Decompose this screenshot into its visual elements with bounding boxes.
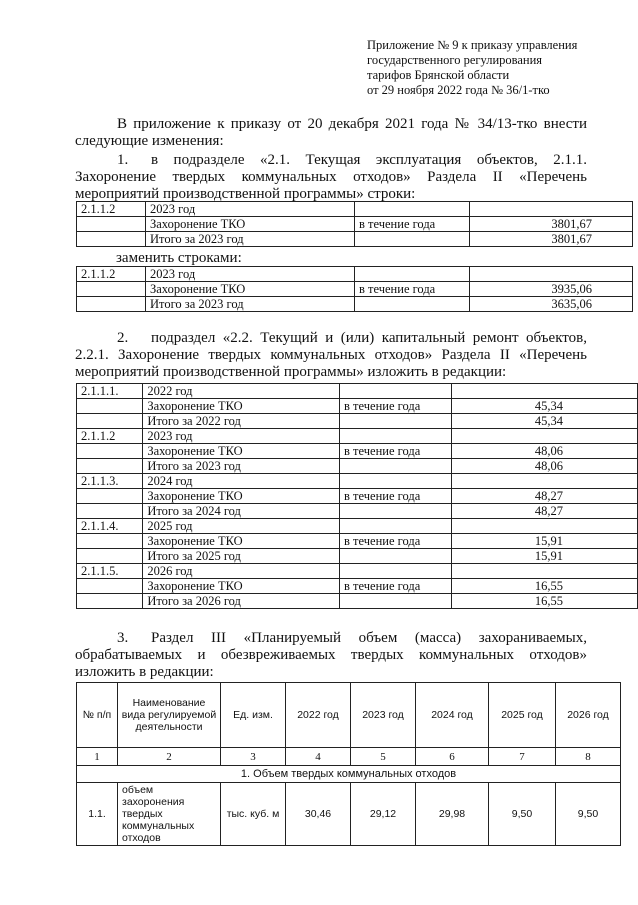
- table-cell: Итого за 2022 год: [143, 414, 340, 429]
- table-row: [77, 564, 638, 579]
- table-cell: 2026 год: [143, 564, 340, 579]
- table-cell: Захоронение ТКО: [146, 282, 355, 297]
- table-cell: Захоронение ТКО: [143, 534, 340, 549]
- table-cell: [77, 489, 143, 504]
- item1-paragraph: [75, 152, 587, 203]
- table-cell: 2023 год: [146, 202, 355, 217]
- table-row: [77, 459, 638, 474]
- table-row: [77, 594, 638, 609]
- table-cell: 2024 год: [143, 474, 340, 489]
- table-row: [77, 384, 638, 399]
- column-number: 4: [286, 748, 351, 766]
- table-row: [77, 579, 638, 594]
- table-cell: 2.1.1.4.: [77, 519, 143, 534]
- table-cell: 2023 год: [143, 429, 340, 444]
- table-cell: 9,50: [556, 783, 621, 846]
- table-cell: Итого за 2023 год: [143, 459, 340, 474]
- table-cell: [340, 519, 452, 534]
- table-row: [77, 429, 638, 444]
- table-row: [77, 414, 638, 429]
- table-cell: [77, 579, 143, 594]
- table-cell: [340, 459, 452, 474]
- table-cell: 2.1.1.2: [77, 429, 143, 444]
- table-cell: 2.1.1.2: [77, 202, 146, 217]
- column-number: 1: [77, 748, 118, 766]
- column-header: 2024 год: [416, 683, 489, 748]
- table-row: [77, 489, 638, 504]
- table-cell: [355, 297, 470, 312]
- table-cell: [340, 564, 452, 579]
- document-header: [367, 38, 617, 98]
- table-cell: 16,55: [451, 579, 637, 594]
- table-row: [77, 232, 633, 247]
- table-cell: [340, 504, 452, 519]
- table-row: [77, 444, 638, 459]
- table-cell: [77, 594, 143, 609]
- table-cell: 48,27: [451, 504, 637, 519]
- table-cell: Итого за 2023 год: [146, 232, 355, 247]
- old-rows-table: [76, 201, 633, 247]
- table-cell: 3635,06: [470, 297, 633, 312]
- item3-number: 3.: [117, 630, 129, 646]
- table-cell: в течение года: [340, 399, 452, 414]
- table-cell: 2.1.1.2: [77, 267, 146, 282]
- table-cell: Захоронение ТКО: [143, 444, 340, 459]
- table-cell: 15,91: [451, 534, 637, 549]
- table-row: [77, 399, 638, 414]
- item3-text: Раздел III «Планируемый объем (масса) захораниваемых, обрабатываемых и обезвреживаемых твердых коммунальных отходов» изложить в редакции:: [75, 630, 587, 680]
- table-cell: 2023 год: [146, 267, 355, 282]
- table-cell: 29,98: [416, 783, 489, 846]
- table-cell: [340, 549, 452, 564]
- table-row: [77, 217, 633, 232]
- table-cell: [355, 267, 470, 282]
- table-cell: [470, 267, 633, 282]
- item2-paragraph: [75, 330, 587, 381]
- table-cell: [340, 414, 452, 429]
- table-cell: 2022 год: [143, 384, 340, 399]
- table-row: [77, 474, 638, 489]
- table-cell: 2.1.1.1.: [77, 384, 143, 399]
- column-header: 2025 год: [489, 683, 556, 748]
- column-header: № п/п: [77, 683, 118, 748]
- table-cell: тыс. куб. м: [221, 783, 286, 846]
- table-row: [77, 549, 638, 564]
- table-cell: 3801,67: [470, 217, 633, 232]
- table-cell: 2.1.1.3.: [77, 474, 143, 489]
- table-cell: 2025 год: [143, 519, 340, 534]
- table-row: [77, 504, 638, 519]
- header-line: Приложение № 9 к приказу управления: [367, 38, 578, 52]
- replace-label: заменить строками:: [116, 250, 242, 266]
- table-cell: 2.1.1.5.: [77, 564, 143, 579]
- table-cell: [77, 282, 146, 297]
- table-cell: [77, 444, 143, 459]
- table-cell: [77, 504, 143, 519]
- table-cell: [451, 474, 637, 489]
- table-cell: в течение года: [355, 282, 470, 297]
- table-cell: [355, 232, 470, 247]
- table-cell: 15,91: [451, 549, 637, 564]
- column-header: 2022 год: [286, 683, 351, 748]
- table-cell: в течение года: [355, 217, 470, 232]
- table-cell: [340, 429, 452, 444]
- table-cell: 30,46: [286, 783, 351, 846]
- table-cell: 45,34: [451, 414, 637, 429]
- table-row: [77, 267, 633, 282]
- table-cell: 1.1.: [77, 783, 118, 846]
- table-cell: 45,34: [451, 399, 637, 414]
- table-cell: Захоронение ТКО: [146, 217, 355, 232]
- header-line: от 29 ноября 2022 года № 36/1-тко: [367, 83, 550, 97]
- item1-number: 1.: [117, 152, 129, 168]
- item2-text: подраздел «2.2. Текущий и (или) капитальный ремонт объектов, 2.2.1. Захоронение твердых коммунальных отходов» Раздела II «Перечень мероприятий производственной программы» изложить в редакции:: [75, 330, 587, 380]
- section-title: 1. Объем твердых коммунальных отходов: [77, 766, 621, 783]
- table-cell: в течение года: [340, 489, 452, 504]
- item1-text: в подразделе «2.1. Текущая эксплуатация объектов, 2.1.1. Захоронение твердых коммунальных отходов» Раздела II «Перечень мероприятий производственной программы» строки:: [75, 152, 587, 202]
- volume-table: [76, 682, 621, 846]
- table-cell: [77, 414, 143, 429]
- table-row: [77, 534, 638, 549]
- column-number: 6: [416, 748, 489, 766]
- column-number: 7: [489, 748, 556, 766]
- table-cell: 3801,67: [470, 232, 633, 247]
- table-cell: Итого за 2026 год: [143, 594, 340, 609]
- table-cell: Итого за 2025 год: [143, 549, 340, 564]
- table-cell: [340, 474, 452, 489]
- table-cell: Захоронение ТКО: [143, 579, 340, 594]
- table-cell: 16,55: [451, 594, 637, 609]
- new-rows-table: [76, 266, 633, 312]
- header-line: тарифов Брянской области: [367, 68, 510, 82]
- table-cell: [355, 202, 470, 217]
- column-header: Ед. изм.: [221, 683, 286, 748]
- table-cell: в течение года: [340, 579, 452, 594]
- program-table: [76, 383, 638, 609]
- table-row: [77, 282, 633, 297]
- table-cell: [451, 384, 637, 399]
- column-number: 2: [118, 748, 221, 766]
- table-cell: [470, 202, 633, 217]
- table-cell: 9,50: [489, 783, 556, 846]
- column-number: 5: [351, 748, 416, 766]
- table-cell: [340, 594, 452, 609]
- table-cell: 3935,06: [470, 282, 633, 297]
- table-cell: Захоронение ТКО: [143, 399, 340, 414]
- item2-number: 2.: [117, 330, 129, 346]
- table-cell: [77, 232, 146, 247]
- table-row: [77, 202, 633, 217]
- item3-paragraph: [75, 630, 587, 681]
- column-header: 2023 год: [351, 683, 416, 748]
- table-cell: Захоронение ТКО: [143, 489, 340, 504]
- table-cell: [451, 429, 637, 444]
- table-cell: 48,06: [451, 459, 637, 474]
- table-cell: объем захоронения твердых коммунальных отходов: [118, 783, 221, 846]
- column-number: 3: [221, 748, 286, 766]
- table-row: [77, 297, 633, 312]
- table-cell: [77, 217, 146, 232]
- header-line: государственного регулирования: [367, 53, 543, 67]
- table-cell: [77, 297, 146, 312]
- table-cell: 48,06: [451, 444, 637, 459]
- table-cell: 29,12: [351, 783, 416, 846]
- table-cell: [451, 519, 637, 534]
- table-cell: в течение года: [340, 444, 452, 459]
- table-cell: Итого за 2023 год: [146, 297, 355, 312]
- table-cell: [77, 549, 143, 564]
- table-cell: в течение года: [340, 534, 452, 549]
- table-cell: [340, 384, 452, 399]
- column-number: 8: [556, 748, 621, 766]
- table-cell: [77, 459, 143, 474]
- intro-paragraph: В приложение к приказу от 20 декабря 2021 года № 34/13-тко внести следующие изменения:: [75, 116, 587, 149]
- table-row: [77, 519, 638, 534]
- column-header: Наименование вида регулируемой деятельности: [118, 683, 221, 748]
- table-cell: 48,27: [451, 489, 637, 504]
- table-cell: [77, 534, 143, 549]
- table-cell: [451, 564, 637, 579]
- column-header: 2026 год: [556, 683, 621, 748]
- table-cell: Итого за 2024 год: [143, 504, 340, 519]
- table-cell: [77, 399, 143, 414]
